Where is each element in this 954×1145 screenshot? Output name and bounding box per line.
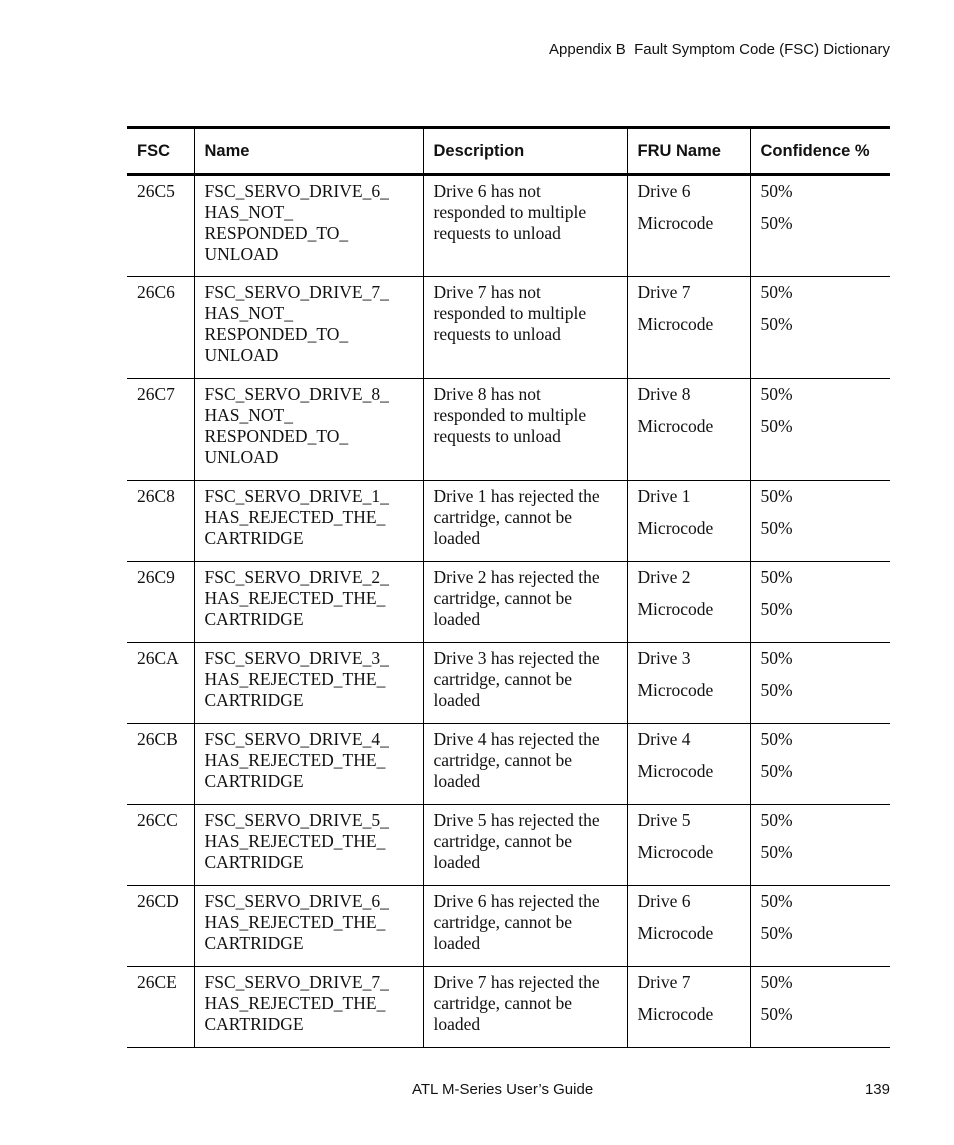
fru-name-line: Drive 4 xyxy=(637,729,691,749)
name-line: FSC_SERVO_DRIVE_7_ xyxy=(204,972,389,992)
name-cell xyxy=(194,277,423,379)
confidence-cell xyxy=(750,277,890,379)
name-line: RESPONDED_TO_ xyxy=(204,223,349,243)
confidence-value: 50% xyxy=(760,648,793,668)
confidence-value: 50% xyxy=(760,761,793,781)
name-cell xyxy=(194,967,423,1048)
confidence-cell xyxy=(750,886,890,967)
description-line: Drive 3 has rejected the xyxy=(433,648,600,668)
name-cell xyxy=(194,805,423,886)
fsc-code: 26C8 xyxy=(137,486,175,506)
fsc-code: 26C7 xyxy=(137,384,175,404)
fru-name-line: Microcode xyxy=(637,1004,714,1024)
confidence-cell xyxy=(750,805,890,886)
table-row xyxy=(127,886,890,967)
description-line: loaded xyxy=(433,690,481,710)
name-cell xyxy=(194,562,423,643)
fru-name-cell xyxy=(627,277,750,379)
confidence-value: 50% xyxy=(760,729,793,749)
description-line: Drive 7 has rejected the xyxy=(433,972,600,992)
confidence-value: 50% xyxy=(760,282,793,302)
description-line: Drive 4 has rejected the xyxy=(433,729,600,749)
name-line: CARTRIDGE xyxy=(204,852,304,872)
name-line: FSC_SERVO_DRIVE_6_ xyxy=(204,181,389,201)
description-line: cartridge, cannot be xyxy=(433,588,572,608)
column-header-confidence: Confidence % xyxy=(750,128,890,175)
description-cell xyxy=(423,562,627,643)
description-cell xyxy=(423,379,627,481)
confidence-value: 50% xyxy=(760,567,793,587)
fsc-code: 26C5 xyxy=(137,181,175,201)
fru-name-cell xyxy=(627,886,750,967)
fsc-table xyxy=(127,126,890,1048)
confidence-cell xyxy=(750,481,890,562)
description-cell xyxy=(423,175,627,277)
description-cell xyxy=(423,643,627,724)
fru-name-line: Microcode xyxy=(637,416,714,436)
fsc-cell xyxy=(127,562,194,643)
name-line: HAS_REJECTED_THE_ xyxy=(204,831,386,851)
fsc-cell xyxy=(127,886,194,967)
name-cell xyxy=(194,175,423,277)
name-line: UNLOAD xyxy=(204,345,279,365)
fru-name-cell xyxy=(627,967,750,1048)
description-cell xyxy=(423,805,627,886)
name-line: FSC_SERVO_DRIVE_8_ xyxy=(204,384,389,404)
fru-name-line: Microcode xyxy=(637,599,714,619)
name-line: UNLOAD xyxy=(204,447,279,467)
confidence-value: 50% xyxy=(760,416,793,436)
fru-name-line: Drive 1 xyxy=(637,486,691,506)
confidence-cell xyxy=(750,175,890,277)
name-line: CARTRIDGE xyxy=(204,771,304,791)
fsc-code: 26CC xyxy=(137,810,178,830)
description-line: Drive 1 has rejected the xyxy=(433,486,600,506)
name-line: RESPONDED_TO_ xyxy=(204,324,349,344)
description-line: cartridge, cannot be xyxy=(433,507,572,527)
confidence-value: 50% xyxy=(760,384,793,404)
description-line: Drive 8 has not xyxy=(433,384,541,404)
fsc-cell xyxy=(127,175,194,277)
fru-name-cell xyxy=(627,379,750,481)
confidence-value: 50% xyxy=(760,810,793,830)
name-cell xyxy=(194,481,423,562)
description-line: cartridge, cannot be xyxy=(433,750,572,770)
fsc-code: 26CA xyxy=(137,648,179,668)
fru-name-line: Microcode xyxy=(637,923,714,943)
table-row xyxy=(127,277,890,379)
name-cell xyxy=(194,643,423,724)
fsc-code: 26C6 xyxy=(137,282,175,302)
description-line: cartridge, cannot be xyxy=(433,669,572,689)
description-line: responded to multiple xyxy=(433,405,587,425)
name-line: FSC_SERVO_DRIVE_5_ xyxy=(204,810,389,830)
name-line: HAS_REJECTED_THE_ xyxy=(204,669,386,689)
fru-name-line: Drive 2 xyxy=(637,567,691,587)
description-line: loaded xyxy=(433,528,481,548)
fru-name-line: Microcode xyxy=(637,842,714,862)
fsc-code: 26CB xyxy=(137,729,178,749)
description-line: cartridge, cannot be xyxy=(433,912,572,932)
description-line: loaded xyxy=(433,852,481,872)
description-line: loaded xyxy=(433,1014,481,1034)
table-row xyxy=(127,481,890,562)
table-header-row xyxy=(127,128,890,175)
description-line: loaded xyxy=(433,933,481,953)
table-row xyxy=(127,379,890,481)
fru-name-line: Drive 5 xyxy=(637,810,691,830)
description-cell xyxy=(423,967,627,1048)
description-line: cartridge, cannot be xyxy=(433,831,572,851)
fru-name-cell xyxy=(627,643,750,724)
description-line: requests to unload xyxy=(433,324,561,344)
description-cell xyxy=(423,886,627,967)
name-line: FSC_SERVO_DRIVE_6_ xyxy=(204,891,389,911)
description-line: Drive 7 has not xyxy=(433,282,541,302)
description-line: Drive 6 has rejected the xyxy=(433,891,600,911)
name-line: CARTRIDGE xyxy=(204,609,304,629)
name-cell xyxy=(194,886,423,967)
confidence-value: 50% xyxy=(760,680,793,700)
confidence-value: 50% xyxy=(760,1004,793,1024)
fsc-cell xyxy=(127,643,194,724)
confidence-value: 50% xyxy=(760,891,793,911)
confidence-cell xyxy=(750,562,890,643)
table-row xyxy=(127,805,890,886)
name-line: FSC_SERVO_DRIVE_7_ xyxy=(204,282,389,302)
fru-name-cell xyxy=(627,481,750,562)
confidence-cell xyxy=(750,967,890,1048)
fru-name-line: Drive 7 xyxy=(637,972,691,992)
fru-name-line: Drive 8 xyxy=(637,384,691,404)
table-row xyxy=(127,967,890,1048)
table-row xyxy=(127,562,890,643)
fsc-code: 26CE xyxy=(137,972,177,992)
name-line: HAS_REJECTED_THE_ xyxy=(204,588,386,608)
fsc-cell xyxy=(127,481,194,562)
name-line: HAS_REJECTED_THE_ xyxy=(204,750,386,770)
fru-name-cell xyxy=(627,175,750,277)
confidence-value: 50% xyxy=(760,972,793,992)
name-line: CARTRIDGE xyxy=(204,933,304,953)
name-line: FSC_SERVO_DRIVE_2_ xyxy=(204,567,389,587)
fru-name-cell xyxy=(627,724,750,805)
fru-name-line: Drive 6 xyxy=(637,891,691,911)
description-cell xyxy=(423,277,627,379)
name-line: HAS_NOT_ xyxy=(204,202,293,222)
fru-name-line: Microcode xyxy=(637,680,714,700)
confidence-cell xyxy=(750,724,890,805)
name-line: HAS_REJECTED_THE_ xyxy=(204,912,386,932)
description-line: Drive 2 has rejected the xyxy=(433,567,600,587)
name-line: FSC_SERVO_DRIVE_1_ xyxy=(204,486,389,506)
name-cell xyxy=(194,379,423,481)
description-line: responded to multiple xyxy=(433,303,587,323)
name-line: HAS_NOT_ xyxy=(204,405,293,425)
description-line: Drive 5 has rejected the xyxy=(433,810,600,830)
fru-name-line: Microcode xyxy=(637,761,714,781)
fru-name-cell xyxy=(627,805,750,886)
table-row xyxy=(127,643,890,724)
fsc-cell xyxy=(127,724,194,805)
name-line: UNLOAD xyxy=(204,244,279,264)
description-line: loaded xyxy=(433,771,481,791)
page-number: 139 xyxy=(864,1081,890,1098)
confidence-cell xyxy=(750,643,890,724)
confidence-value: 50% xyxy=(760,314,793,334)
table-row xyxy=(127,175,890,277)
table-body xyxy=(127,175,890,1048)
confidence-value: 50% xyxy=(760,486,793,506)
confidence-cell xyxy=(750,379,890,481)
fru-name-cell xyxy=(627,562,750,643)
fsc-code: 26C9 xyxy=(137,567,175,587)
description-line: loaded xyxy=(433,609,481,629)
fru-name-line: Microcode xyxy=(637,518,714,538)
fsc-cell xyxy=(127,277,194,379)
confidence-value: 50% xyxy=(760,518,793,538)
running-header: Appendix B Fault Symptom Code (FSC) Dictionary xyxy=(549,41,890,58)
confidence-value: 50% xyxy=(760,923,793,943)
confidence-value: 50% xyxy=(760,181,793,201)
fru-name-line: Drive 6 xyxy=(637,181,691,201)
confidence-value: 50% xyxy=(760,842,793,862)
table-row xyxy=(127,724,890,805)
fru-name-line: Microcode xyxy=(637,213,714,233)
column-header-fsc: FSC xyxy=(127,128,194,175)
description-line: requests to unload xyxy=(433,426,561,446)
name-line: CARTRIDGE xyxy=(204,690,304,710)
name-line: CARTRIDGE xyxy=(204,1014,304,1034)
description-line: cartridge, cannot be xyxy=(433,993,572,1013)
description-line: Drive 6 has not xyxy=(433,181,541,201)
name-line: HAS_REJECTED_THE_ xyxy=(204,507,386,527)
footer-document-title: ATL M-Series User’s Guide xyxy=(412,1081,594,1098)
fru-name-line: Drive 3 xyxy=(637,648,691,668)
description-cell xyxy=(423,724,627,805)
fru-name-line: Drive 7 xyxy=(637,282,691,302)
column-header-name: Name xyxy=(194,128,423,175)
description-line: responded to multiple xyxy=(433,202,587,222)
column-header-description: Description xyxy=(423,128,627,175)
name-line: HAS_REJECTED_THE_ xyxy=(204,993,386,1013)
name-line: FSC_SERVO_DRIVE_3_ xyxy=(204,648,389,668)
name-line: RESPONDED_TO_ xyxy=(204,426,349,446)
description-line: requests to unload xyxy=(433,223,561,243)
fsc-cell xyxy=(127,379,194,481)
fsc-code: 26CD xyxy=(137,891,179,911)
column-header-fru-name: FRU Name xyxy=(627,128,750,175)
description-cell xyxy=(423,481,627,562)
name-line: CARTRIDGE xyxy=(204,528,304,548)
confidence-value: 50% xyxy=(760,213,793,233)
fsc-cell xyxy=(127,805,194,886)
name-cell xyxy=(194,724,423,805)
confidence-value: 50% xyxy=(760,599,793,619)
name-line: HAS_NOT_ xyxy=(204,303,293,323)
fru-name-line: Microcode xyxy=(637,314,714,334)
fsc-cell xyxy=(127,967,194,1048)
name-line: FSC_SERVO_DRIVE_4_ xyxy=(204,729,389,749)
